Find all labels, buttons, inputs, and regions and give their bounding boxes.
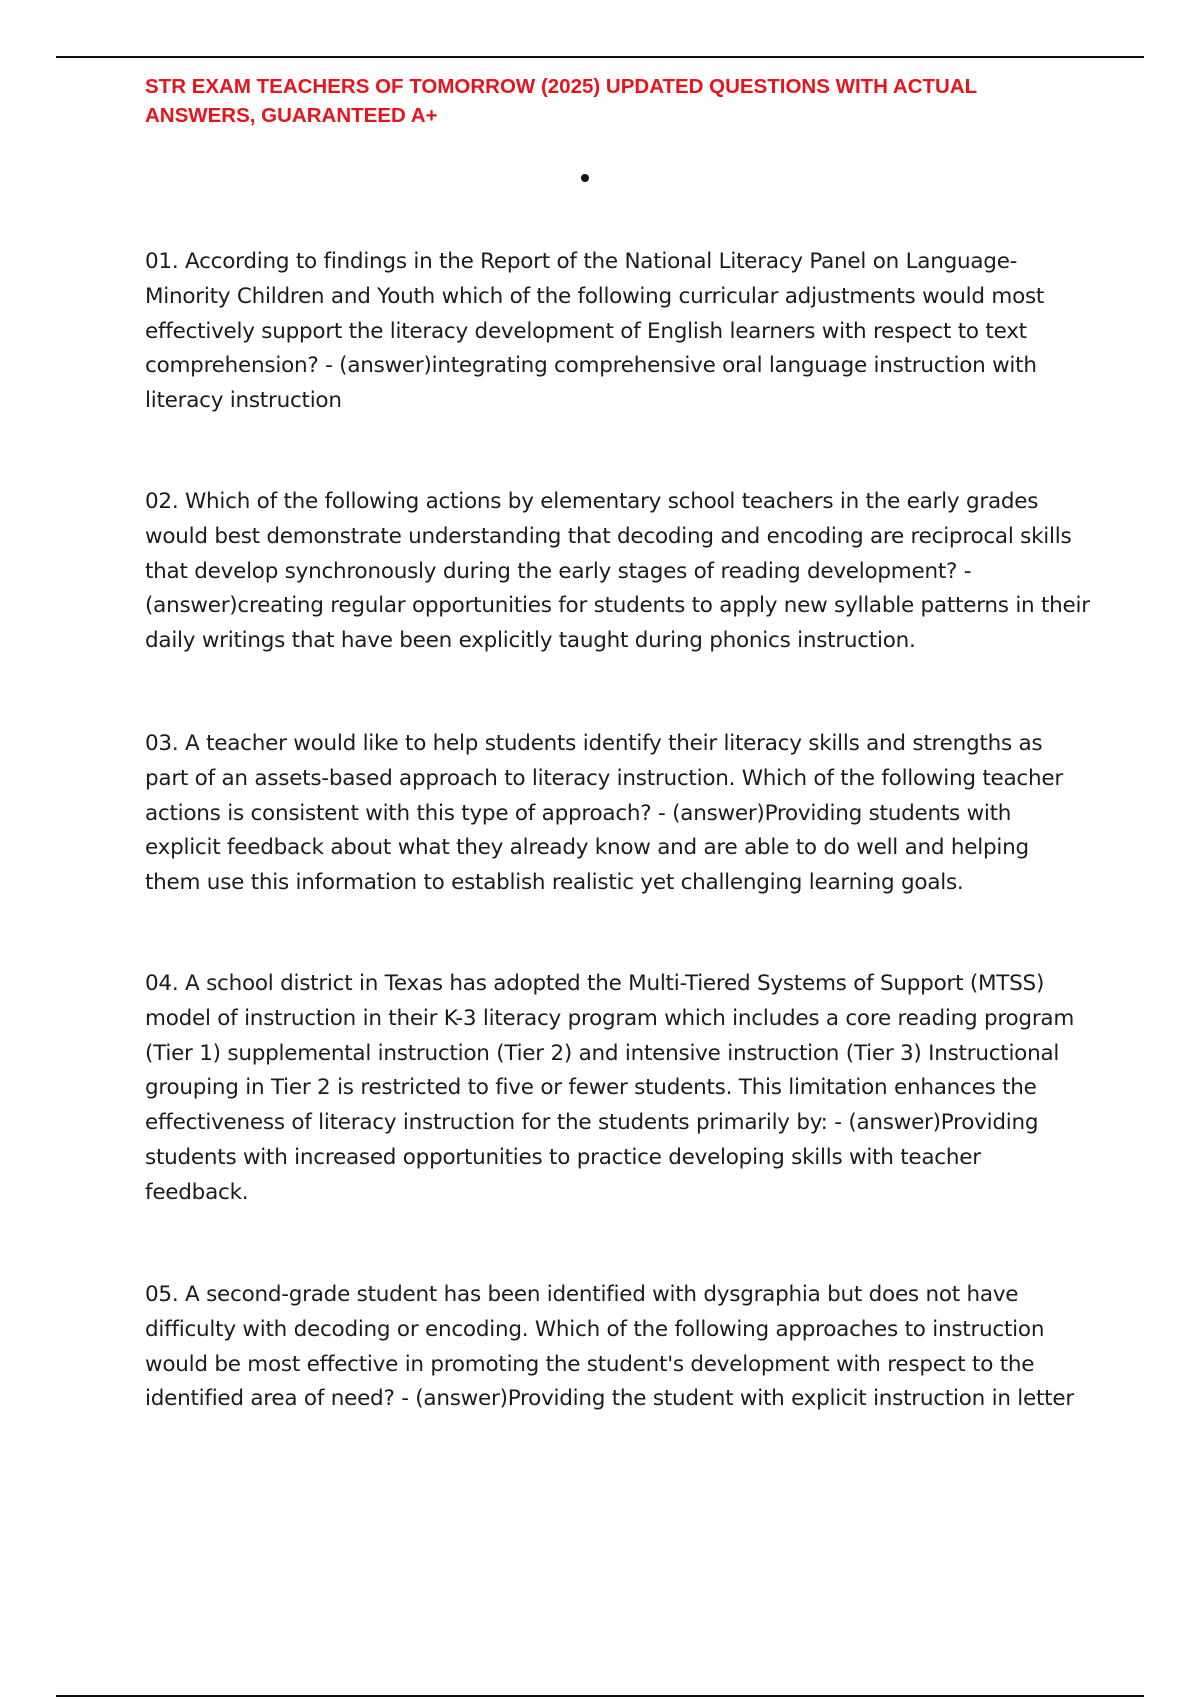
- bullet-point: [581, 174, 589, 182]
- question-answer-2: 02. Which of the following actions by elementary school teachers in the early grades would best demonstrate understanding that decoding and encoding are reciprocal skills that develop synchronously during the early stages of reading development? - (answer)creating regular opportunities for students to apply new syllable patterns in their daily writings that have been explicitly taught during phonics instruction.: [145, 489, 1090, 654]
- question-answer-4: 04. A school district in Texas has adopted the Multi-Tiered Systems of Support (MTSS) model of instruction in their K-3 literacy program which includes a core reading program (Tier 1) supplemental instruction (Tier 2) and intensive instruction (Tier 3) Instructional grouping in Tier 2 is restricted to five or fewer students. This limitation enhances the effectiveness of literacy instruction for the students primarily by: - (answer)Providing students with increased opportunities to practice developing skills with teacher feedback.: [145, 971, 1075, 1205]
- document-title: STR EXAM TEACHERS OF TOMORROW (2025) UPDATED QUESTIONS WITH ACTUAL ANSWERS, GUARANTEED A+: [145, 75, 977, 127]
- question-answer-5: 05. A second-grade student has been identified with dysgraphia but does not have difficulty with decoding or encoding. Which of the following approaches to instruction would be most effective in promoting the student's development with respect to the identified area of need? - (answer)Providing the student with explicit instruction in letter: [145, 1282, 1074, 1412]
- question-answer-1: 01. According to findings in the Report of the National Literacy Panel on Language-Minority Children and Youth which of the following curricular adjustments would most effectively support the literacy development of English learners with respect to text comprehension? - (answer)integrating comprehensive oral language instruction with literacy instruction: [145, 249, 1045, 414]
- question-answer-3: 03. A teacher would like to help students identify their literacy skills and strengths as part of an assets-based approach to literacy instruction. Which of the following teacher actions is consistent with this type of approach? - (answer)Providing students with explicit feedback about what they already know and are able to do well and helping them use this information to establish realistic yet challenging learning goals.: [145, 731, 1063, 896]
- top-divider: [56, 56, 1144, 58]
- bottom-divider: [56, 1695, 1144, 1697]
